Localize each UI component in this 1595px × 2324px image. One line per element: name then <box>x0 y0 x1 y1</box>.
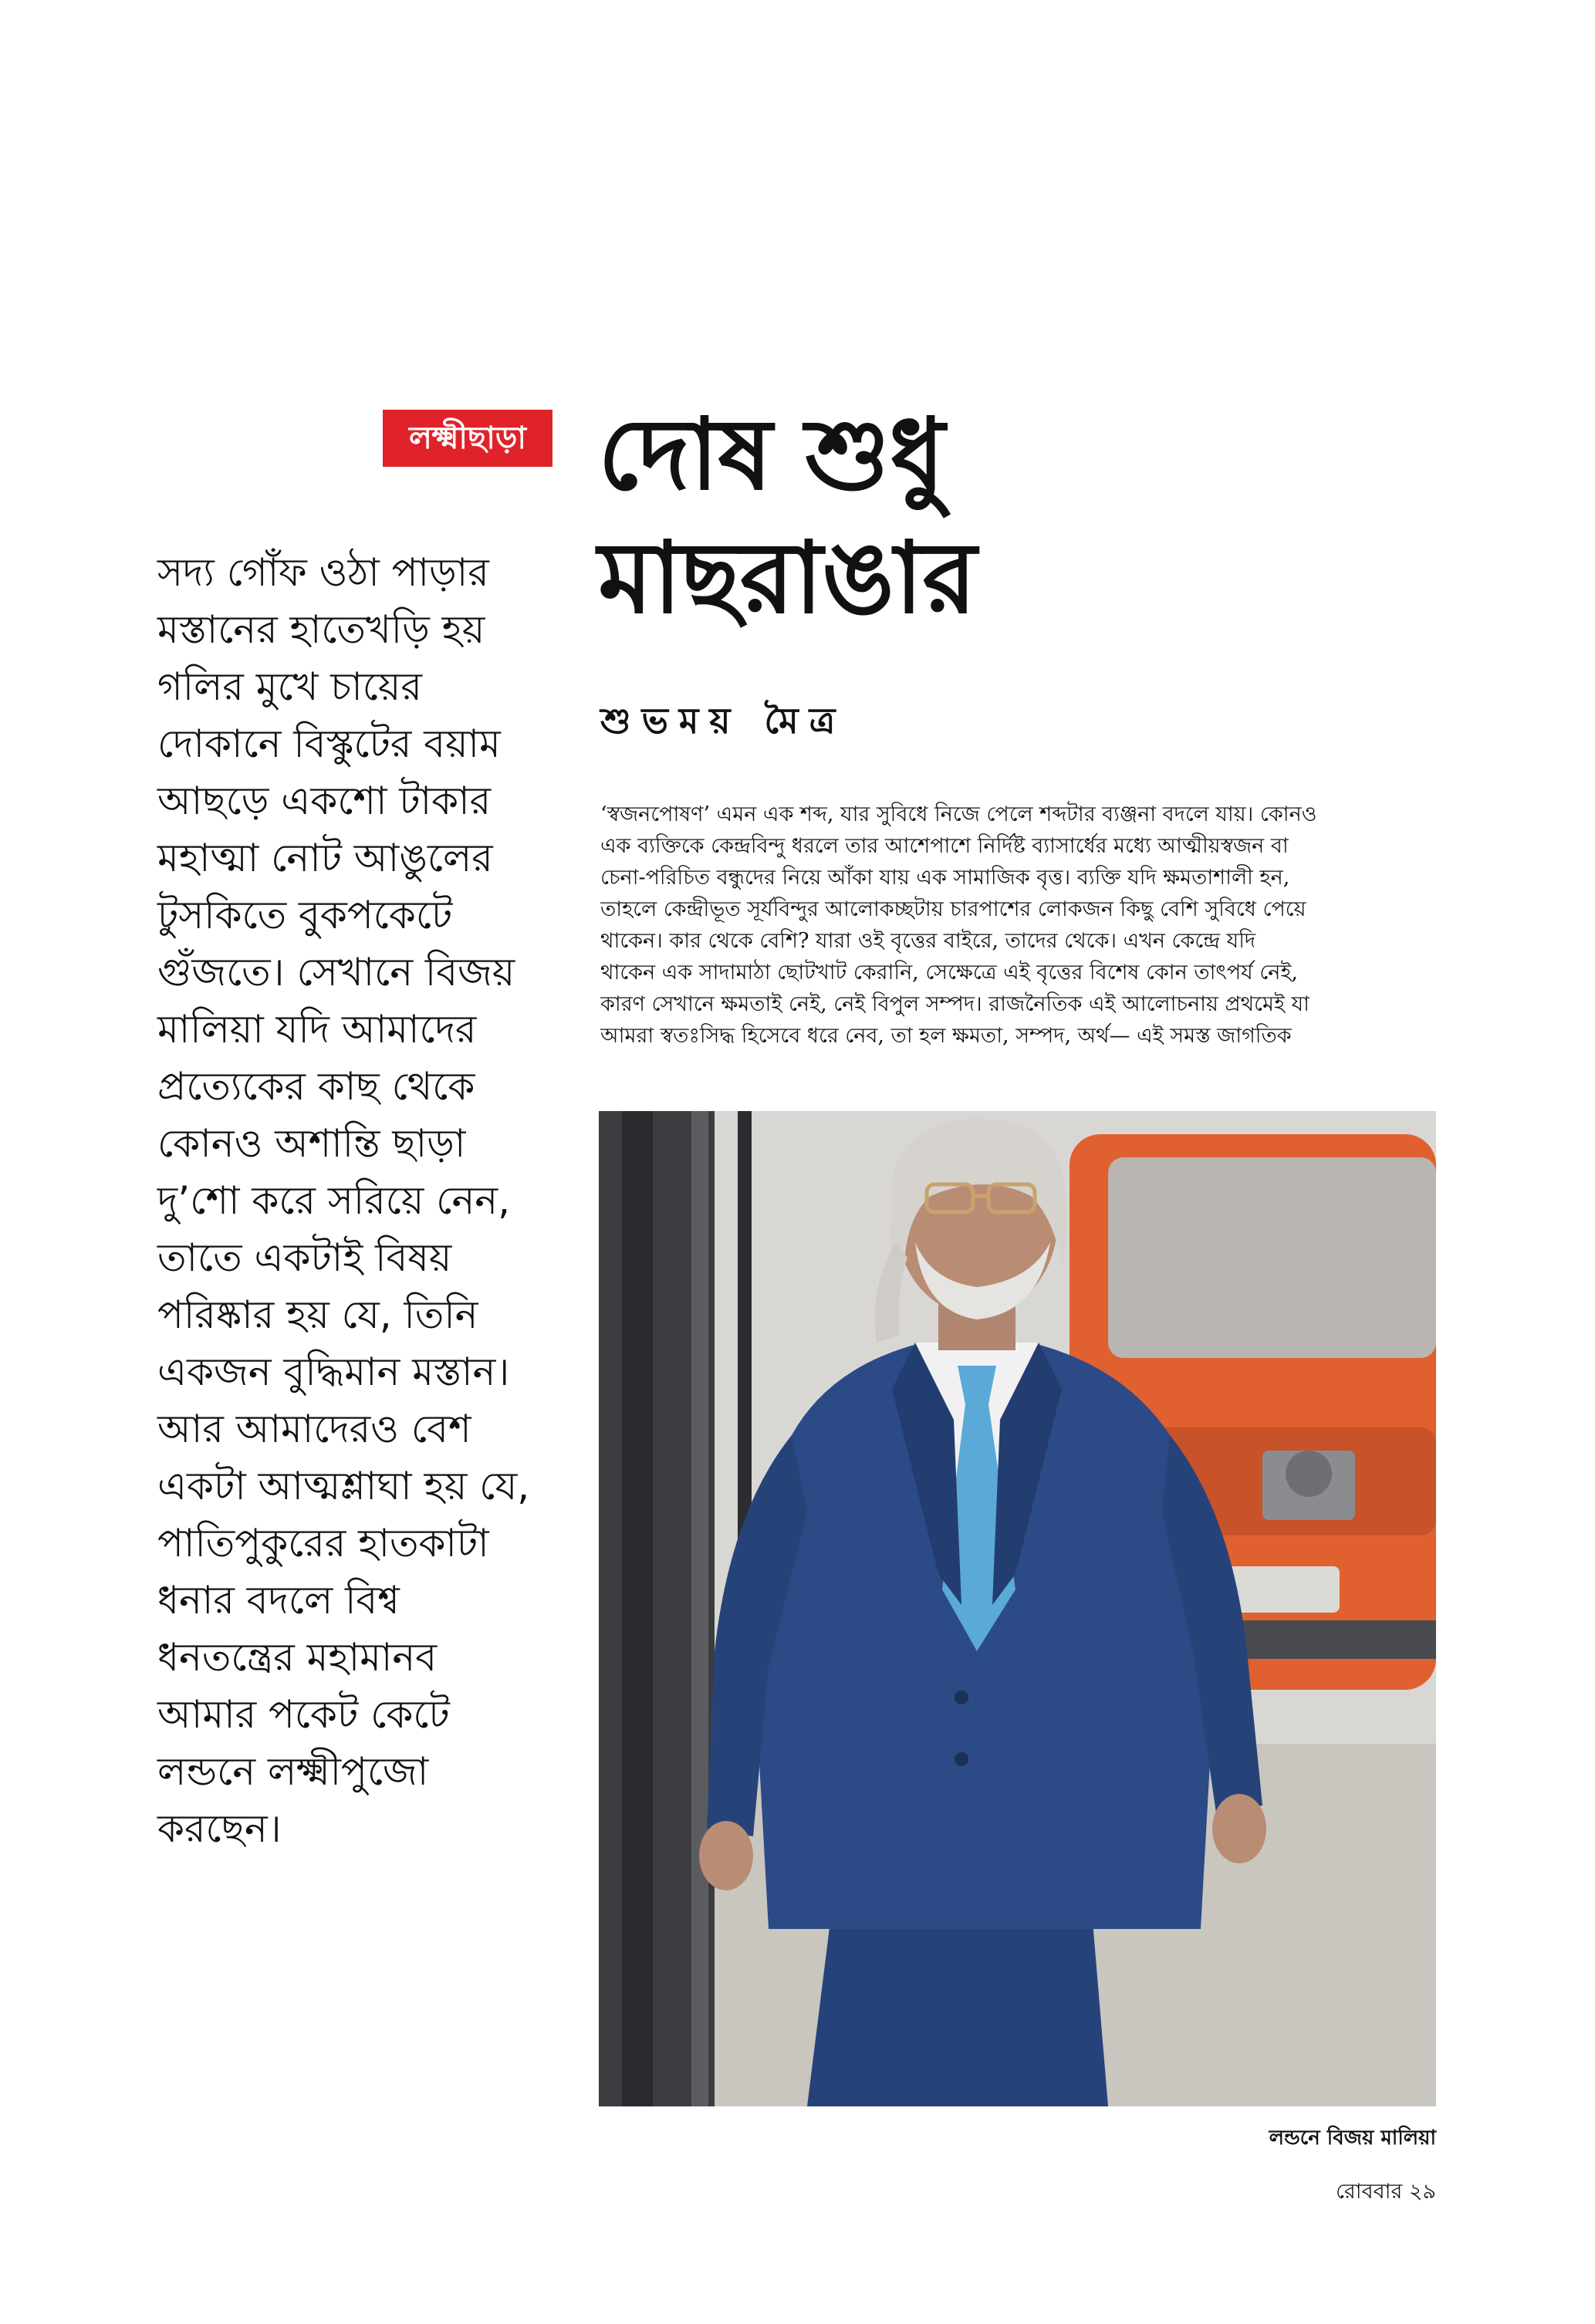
photo-caption: লন্ডনে বিজয় মালিয়া <box>1269 2126 1436 2150</box>
pull-quote-line: একজন বুদ্ধিমান মস্তান। <box>157 1349 510 1394</box>
headline <box>598 394 1524 640</box>
pull-quote-line: গুঁজতে। সেখানে বিজয় <box>157 950 515 995</box>
pull-quote-line: তাতে একটাই বিষয় <box>157 1235 452 1280</box>
body-line: ‘স্বজনপোষণ’ এমন এক শব্দ, যার সুবিধে নিজে পেলে শব্দটার ব্যঞ্জনা বদলে যায়। কোনও <box>600 802 1317 826</box>
body-line: থাকেন। কার থেকে বেশি? যারা ওই বৃত্তের বাইরে, তাদের থেকে। এখন কেন্দ্রে যদি <box>600 929 1256 953</box>
headline-line-2: মাছরাঙার <box>598 521 976 636</box>
pull-quote-line: প্রত্যেকের কাছ থেকে <box>157 1064 475 1109</box>
page-folio: রোববার ২৯ <box>1335 2180 1436 2204</box>
pull-quote-line: টুসকিতে বুকপকেটে <box>157 893 453 937</box>
pull-quote-line: একটা আত্মশ্লাঘা হয় যে, <box>157 1464 530 1508</box>
pull-quote-line: দোকানে বিস্কুটের বয়াম <box>157 721 501 766</box>
pull-quote-line: করছেন। <box>157 1806 282 1851</box>
body-line: তাহলে কেন্দ্রীভূত সূর্যবিন্দুর আলোকচ্ছটায় চারপাশের লোকজন কিছু বেশি সুবিধে পেয়ে <box>600 897 1306 921</box>
pull-quote <box>157 544 566 1857</box>
pull-quote-line: পরিষ্কার হয় যে, তিনি <box>157 1292 478 1337</box>
pull-quote-line: আমার পকেট কেটে <box>157 1692 450 1737</box>
body-line: কারণ সেখানে ক্ষমতাই নেই, নেই বিপুল সম্পদ। রাজনৈতিক এই আলোচনায় প্রথমেই যা <box>600 992 1309 1016</box>
body-line: চেনা-পরিচিত বন্ধুদের নিয়ে আঁকা যায় এক সামাজিক বৃত্ত। ব্যক্তি যদি ক্ষমতাশালী হন, <box>600 866 1290 890</box>
pull-quote-line: মালিয়া যদি আমাদের <box>157 1007 477 1052</box>
headline-line-1: দোষ শুধু <box>598 397 944 512</box>
pull-quote-line: ধনার বদলে বিশ্ব <box>157 1578 400 1623</box>
pull-quote-line: দু’শো করে সরিয়ে নেন, <box>157 1178 511 1223</box>
pull-quote-line: মস্তানের হাতেখড়ি হয় <box>157 607 485 652</box>
byline: শুভময় মৈত্র <box>600 700 846 741</box>
body-line: এক ব্যক্তিকে কেন্দ্রবিন্দু ধরলে তার আশেপাশে নির্দিষ্ট ব্যাসার্ধের মধ্যে আত্মীয়স্বজন বা <box>600 834 1289 858</box>
pull-quote-line: আছড়ে একশো টাকার <box>157 779 492 823</box>
pull-quote-line: পাতিপুকুরের হাতকাটা <box>157 1521 489 1566</box>
article-photo <box>599 1111 1436 2106</box>
pull-quote-line: কোনও অশান্তি ছাড়া <box>157 1121 466 1166</box>
body-line: থাকেন এক সাদামাঠা ছোটখাট কেরানি, সেক্ষেত্রে এই বৃত্তের বিশেষ কোন তাৎপর্য নেই, <box>600 961 1299 985</box>
body-line: আমরা স্বতঃসিদ্ধ হিসেবে ধরে নেব, তা হল ক্ষমতা, সম্পদ, অর্থ— এই সমস্ত জাগতিক <box>600 1024 1292 1048</box>
article-body <box>600 799 1441 1052</box>
section-tag: লক্ষ্মীছাড়া <box>383 410 553 467</box>
pull-quote-line: লন্ডনে লক্ষ্মীপুজো <box>157 1749 429 1794</box>
pull-quote-line: সদ্য গোঁফ ওঠা পাড়ার <box>157 550 489 595</box>
pull-quote-line: গলির মুখে চায়ের <box>157 664 422 709</box>
pull-quote-line: আর আমাদেরও বেশ <box>157 1407 471 1451</box>
pull-quote-line: ধনতন্ত্রের মহামানব <box>157 1635 438 1680</box>
pull-quote-line: মহাত্মা নোট আঙুলের <box>157 836 493 880</box>
